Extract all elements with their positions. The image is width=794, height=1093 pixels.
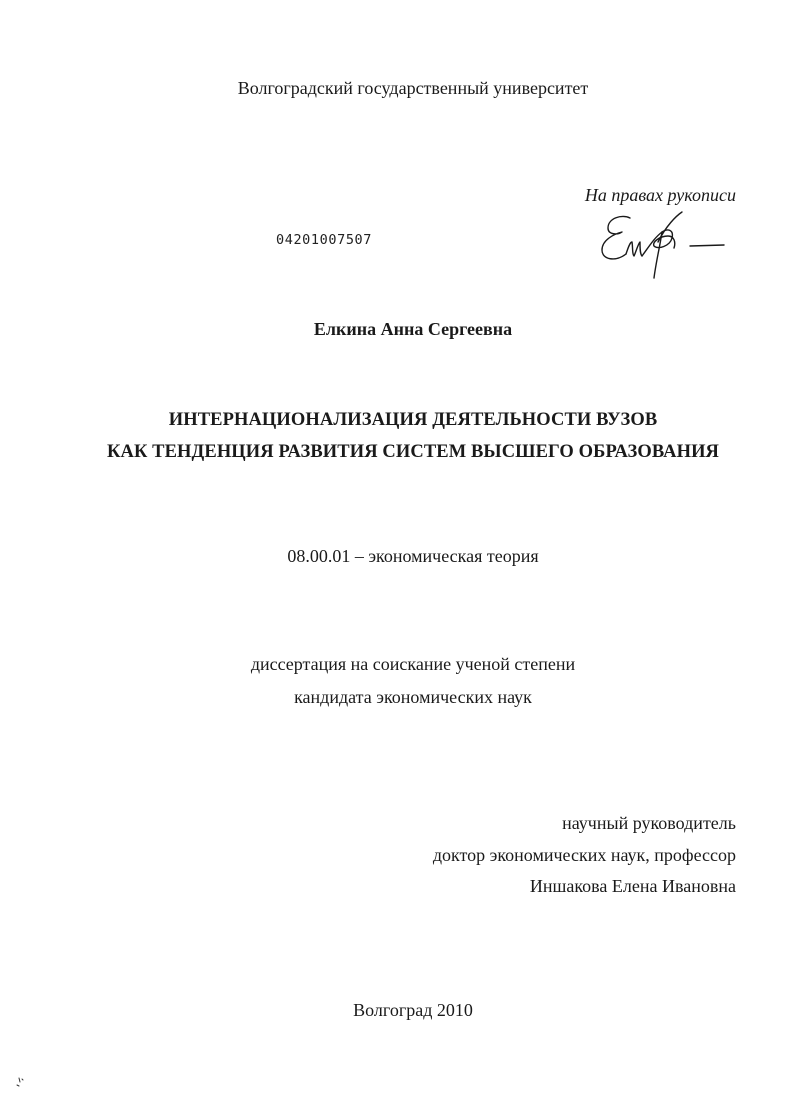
author-name: Елкина Анна Сергеевна — [313, 319, 513, 339]
specialty-code: 08.00.01 – экономическая теория — [287, 546, 539, 566]
dissertation-title-line-2: КАК ТЕНДЕНЦИЯ РАЗВИТИЯ СИСТЕМ ВЫСШЕГО ОБРАЗОВАНИЯ — [106, 442, 720, 462]
city-year: Волгоград 2010 — [353, 1000, 473, 1020]
dissertation-title-line-1: ИНТЕРНАЦИОНАЛИЗАЦИЯ ДЕЯТЕЛЬНОСТИ ВУЗОВ — [168, 410, 658, 430]
degree-line-1: диссертация на соискание ученой степени — [250, 654, 576, 674]
supervisor-role: научный руководитель — [562, 813, 736, 833]
university-name: Волгоградский государственный университет — [237, 78, 589, 98]
manuscript-note: На правах рукописи — [584, 185, 736, 205]
supervisor-credentials: доктор экономических наук, профессор — [432, 845, 736, 865]
supervisor-name: Иншакова Елена Ивановна — [529, 876, 736, 896]
catalog-number: 04201007507 — [276, 232, 373, 248]
scan-mark-icon — [14, 1075, 28, 1089]
degree-line-2: кандидата экономических наук — [294, 687, 532, 707]
handwritten-signature-icon — [596, 208, 736, 286]
